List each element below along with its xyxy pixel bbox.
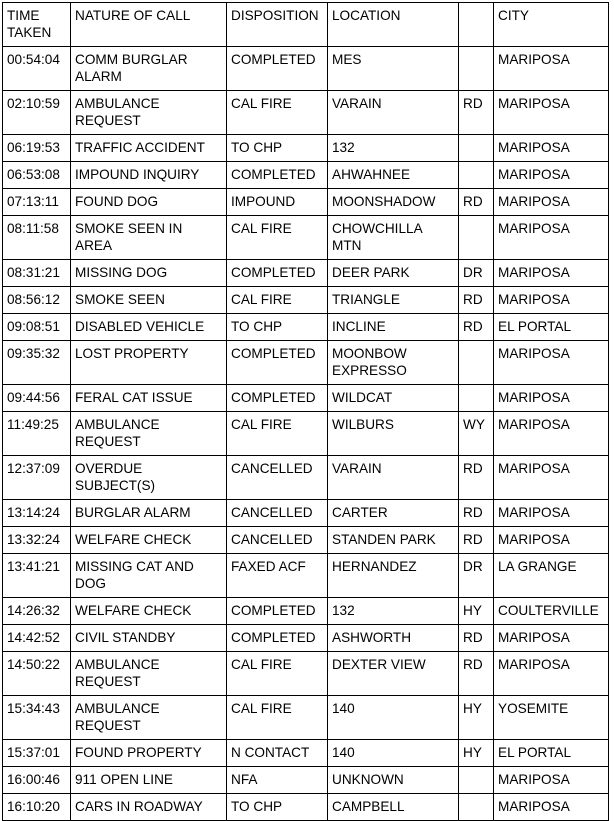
suffix-cell [459, 135, 494, 162]
nature-cell: FOUND DOG [71, 189, 227, 216]
disposition-cell: COMPLETED [227, 162, 328, 189]
nature-cell: AMBULANCE REQUEST [71, 696, 227, 740]
time-cell: 08:11:58 [3, 216, 71, 260]
header-disposition: DISPOSITION [227, 3, 328, 47]
suffix-cell: RD [459, 456, 494, 500]
location-cell: TRIANGLE [328, 287, 459, 314]
city-cell: MARIPOSA [494, 767, 609, 794]
nature-cell: FOUND PROPERTY [71, 740, 227, 767]
location-cell: 140 [328, 696, 459, 740]
nature-cell: AMBULANCE REQUEST [71, 91, 227, 135]
disposition-cell: COMPLETED [227, 260, 328, 287]
city-cell: EL PORTAL [494, 740, 609, 767]
suffix-cell: RD [459, 527, 494, 554]
suffix-cell [459, 767, 494, 794]
disposition-cell: COMPLETED [227, 625, 328, 652]
suffix-cell: RD [459, 625, 494, 652]
disposition-cell: CAL FIRE [227, 696, 328, 740]
city-cell: MARIPOSA [494, 162, 609, 189]
table-row [3, 652, 609, 696]
table-row [3, 216, 609, 260]
suffix-cell: WY [459, 412, 494, 456]
time-cell: 06:19:53 [3, 135, 71, 162]
time-cell: 02:10:59 [3, 91, 71, 135]
city-cell: MARIPOSA [494, 91, 609, 135]
time-cell: 08:56:12 [3, 287, 71, 314]
call-log-table [2, 2, 609, 821]
header-location: LOCATION [328, 3, 459, 47]
nature-cell: 911 OPEN LINE [71, 767, 227, 794]
location-cell: ASHWORTH [328, 625, 459, 652]
suffix-cell: RD [459, 500, 494, 527]
suffix-cell: RD [459, 189, 494, 216]
disposition-cell: COMPLETED [227, 47, 328, 91]
table-row [3, 162, 609, 189]
nature-cell: LOST PROPERTY [71, 341, 227, 385]
disposition-cell: TO CHP [227, 135, 328, 162]
location-cell: DEXTER VIEW [328, 652, 459, 696]
time-cell: 16:00:46 [3, 767, 71, 794]
suffix-cell [459, 341, 494, 385]
city-cell: MARIPOSA [494, 189, 609, 216]
time-cell: 12:37:09 [3, 456, 71, 500]
time-cell: 15:37:01 [3, 740, 71, 767]
disposition-cell: CAL FIRE [227, 412, 328, 456]
table-row [3, 412, 609, 456]
time-cell: 15:34:43 [3, 696, 71, 740]
suffix-cell [459, 385, 494, 412]
table-row [3, 287, 609, 314]
location-cell: WILDCAT [328, 385, 459, 412]
suffix-cell: HY [459, 598, 494, 625]
disposition-cell: FAXED ACF [227, 554, 328, 598]
city-cell: MARIPOSA [494, 456, 609, 500]
city-cell: MARIPOSA [494, 794, 609, 821]
nature-cell: CARS IN ROADWAY [71, 794, 227, 821]
disposition-cell: CANCELLED [227, 456, 328, 500]
nature-cell: BURGLAR ALARM [71, 500, 227, 527]
location-cell: CAMPBELL [328, 794, 459, 821]
disposition-cell: IMPOUND [227, 189, 328, 216]
disposition-cell: NFA [227, 767, 328, 794]
time-cell: 13:32:24 [3, 527, 71, 554]
location-cell: DEER PARK [328, 260, 459, 287]
header-city: CITY [494, 3, 609, 47]
table-row [3, 385, 609, 412]
location-cell: MOONSHADOW [328, 189, 459, 216]
time-cell: 14:26:32 [3, 598, 71, 625]
suffix-cell [459, 162, 494, 189]
table-row [3, 47, 609, 91]
location-cell: 132 [328, 135, 459, 162]
table-row [3, 527, 609, 554]
disposition-cell: CANCELLED [227, 527, 328, 554]
header-time-taken: TIME TAKEN [3, 3, 71, 47]
city-cell: LA GRANGE [494, 554, 609, 598]
location-cell: HERNANDEZ [328, 554, 459, 598]
disposition-cell: COMPLETED [227, 385, 328, 412]
nature-cell: TRAFFIC ACCIDENT [71, 135, 227, 162]
location-cell: MES [328, 47, 459, 91]
table-row [3, 696, 609, 740]
disposition-cell: CANCELLED [227, 500, 328, 527]
table-row [3, 767, 609, 794]
location-cell: VARAIN [328, 91, 459, 135]
time-cell: 08:31:21 [3, 260, 71, 287]
location-cell: 140 [328, 740, 459, 767]
disposition-cell: CAL FIRE [227, 91, 328, 135]
time-cell: 09:08:51 [3, 314, 71, 341]
city-cell: MARIPOSA [494, 652, 609, 696]
table-row [3, 135, 609, 162]
suffix-cell: RD [459, 314, 494, 341]
location-cell: MOONBOW EXPRESSO [328, 341, 459, 385]
disposition-cell: TO CHP [227, 314, 328, 341]
city-cell: EL PORTAL [494, 314, 609, 341]
location-cell: AHWAHNEE [328, 162, 459, 189]
nature-cell: WELFARE CHECK [71, 598, 227, 625]
time-cell: 13:14:24 [3, 500, 71, 527]
nature-cell: FERAL CAT ISSUE [71, 385, 227, 412]
city-cell: MARIPOSA [494, 500, 609, 527]
suffix-cell [459, 216, 494, 260]
nature-cell: SMOKE SEEN IN AREA [71, 216, 227, 260]
disposition-cell: CAL FIRE [227, 216, 328, 260]
nature-cell: DISABLED VEHICLE [71, 314, 227, 341]
city-cell: MARIPOSA [494, 412, 609, 456]
nature-cell: CIVIL STANDBY [71, 625, 227, 652]
location-cell: 132 [328, 598, 459, 625]
nature-cell: MISSING CAT AND DOG [71, 554, 227, 598]
location-cell: STANDEN PARK [328, 527, 459, 554]
table-row [3, 625, 609, 652]
disposition-cell: COMPLETED [227, 341, 328, 385]
disposition-cell: CAL FIRE [227, 652, 328, 696]
header-row [3, 3, 609, 47]
nature-cell: COMM BURGLAR ALARM [71, 47, 227, 91]
nature-cell: MISSING DOG [71, 260, 227, 287]
time-cell: 16:10:20 [3, 794, 71, 821]
time-cell: 09:44:56 [3, 385, 71, 412]
table-row [3, 740, 609, 767]
city-cell: MARIPOSA [494, 216, 609, 260]
nature-cell: OVERDUE SUBJECT(S) [71, 456, 227, 500]
city-cell: MARIPOSA [494, 260, 609, 287]
suffix-cell: RD [459, 652, 494, 696]
disposition-cell: N CONTACT [227, 740, 328, 767]
time-cell: 09:35:32 [3, 341, 71, 385]
table-row [3, 794, 609, 821]
nature-cell: SMOKE SEEN [71, 287, 227, 314]
suffix-cell: HY [459, 696, 494, 740]
time-cell: 00:54:04 [3, 47, 71, 91]
city-cell: MARIPOSA [494, 287, 609, 314]
table-row [3, 189, 609, 216]
time-cell: 06:53:08 [3, 162, 71, 189]
table-row [3, 314, 609, 341]
city-cell: YOSEMITE [494, 696, 609, 740]
time-cell: 14:42:52 [3, 625, 71, 652]
table-row [3, 456, 609, 500]
location-cell: WILBURS [328, 412, 459, 456]
time-cell: 14:50:22 [3, 652, 71, 696]
header-nature-of-call: NATURE OF CALL [71, 3, 227, 47]
table-row [3, 554, 609, 598]
table-row [3, 500, 609, 527]
suffix-cell [459, 47, 494, 91]
location-cell: VARAIN [328, 456, 459, 500]
city-cell: MARIPOSA [494, 385, 609, 412]
suffix-cell [459, 794, 494, 821]
table-row [3, 260, 609, 287]
nature-cell: IMPOUND INQUIRY [71, 162, 227, 189]
table-row [3, 598, 609, 625]
header-location-suffix [459, 3, 494, 47]
city-cell: MARIPOSA [494, 341, 609, 385]
nature-cell: AMBULANCE REQUEST [71, 652, 227, 696]
suffix-cell: DR [459, 260, 494, 287]
suffix-cell: DR [459, 554, 494, 598]
location-cell: UNKNOWN [328, 767, 459, 794]
city-cell: COULTERVILLE [494, 598, 609, 625]
suffix-cell: HY [459, 740, 494, 767]
time-cell: 07:13:11 [3, 189, 71, 216]
time-cell: 13:41:21 [3, 554, 71, 598]
location-cell: INCLINE [328, 314, 459, 341]
table-row [3, 91, 609, 135]
disposition-cell: TO CHP [227, 794, 328, 821]
suffix-cell: RD [459, 287, 494, 314]
time-cell: 11:49:25 [3, 412, 71, 456]
nature-cell: WELFARE CHECK [71, 527, 227, 554]
table-row [3, 341, 609, 385]
suffix-cell: RD [459, 91, 494, 135]
nature-cell: AMBULANCE REQUEST [71, 412, 227, 456]
disposition-cell: COMPLETED [227, 598, 328, 625]
city-cell: MARIPOSA [494, 527, 609, 554]
disposition-cell: CAL FIRE [227, 287, 328, 314]
city-cell: MARIPOSA [494, 135, 609, 162]
location-cell: CHOWCHILLA MTN [328, 216, 459, 260]
city-cell: MARIPOSA [494, 625, 609, 652]
city-cell: MARIPOSA [494, 47, 609, 91]
location-cell: CARTER [328, 500, 459, 527]
